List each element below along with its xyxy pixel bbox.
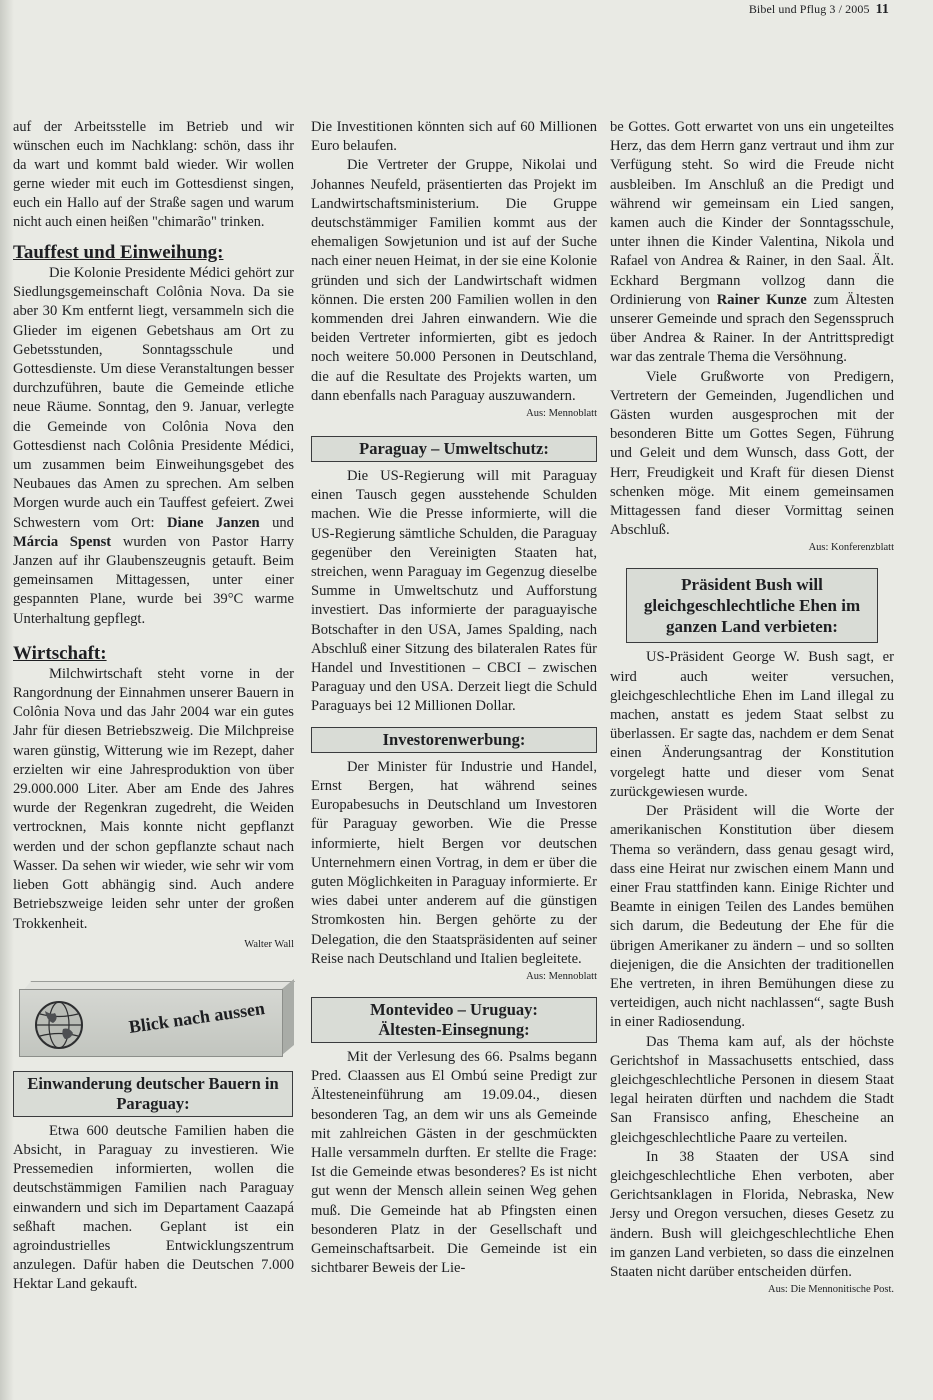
person-name: Diane Janzen (166, 514, 260, 531)
wirtschaft-paragraph: Milchwirtschaft steht vorne in der Rangordnung der Einnahmen unserer Bauern in Colônia Nova und das Jahr 2004 war ein gutes Jahr für diesen Betriebszweig. Die Milchpreise waren günstig, Witterung wie im Rezept, daher erzielten wir eine Jahresproduktion von über 29.000.000 Liter. Aber am Ende des Jahres wurde der Regenkran zugedreht, die Weiden vertrocknen, Mais konnte nicht gepflanzt werden und der schon gepflanzte schaut nach Wasser. Da sehen wir wieder, wie sehr wir vom lieben Gott abhängig sind. Auch andere Betriebszweige leiden sehr unter der großen Trokkenheit. (13, 665, 294, 932)
banner-side-face (282, 979, 294, 1055)
page-header (749, 2, 889, 18)
tauffest-paragraph (13, 264, 294, 629)
bush-heading-box: Präsident Bush will gleichgeschlechtliche Ehen im ganzen Land verbieten: (626, 568, 878, 643)
intro-paragraph: auf der Arbeitsstelle im Betrieb und wir wünschen euch im Nachklang: schön, dass ihr da wart und kommt bald wieder. Wir wollen gerne wieder mit euch im Gottesdienst singen, euch ein Hallo auf der Straße sagen und warum nicht auch einen heißen "chimarão" trinken. (13, 119, 294, 230)
montevideo-paragraph: Mit der Verlesung des 66. Psalms begann Pred. Claassen aus El Ombú seine Predigt zur Ältesteneinführung am 19.09.04., diesen besonderen Tag, an dem wir uns als Gemeinde mit zahlreichen Gästen in der geschmückten Halle versammeln durften. Er stellte die Frage: Ist die Gemeinde etwas besonderes? Es ist nicht gut wenn der Mensch allein seinen Weg gehen muß. Die Gemeinde hat ab Pfingsten einen besonderen Platz in der Gesellschaft und Gemeinschaftsarbeit. Die Gemeinde ist ein sichtbarer Beweis der Lie- (311, 1048, 597, 1277)
vertreter-paragraph: Die Vertreter der Gruppe, Nikolai und Johannes Neufeld, präsentierten das Projekt im Landwirtschaftsministerium. Die Gruppe deutschstämmiger Familien kommt aus der ehemaligen Sowjetunion und ist auf der Suche nach einer neuen Heimat, in der sie eine Kolonie gründen und sich der Landwirtschaft widmen können. Die ersten 200 Familien wollen in den kommenden drei Jahren einwandern. Wie die beiden Vertreter informierten, gibt es jedoch noch weitere 50.000 Personen in Deutschland, die auf die Resultate des Projekts warten, um dann ebenfalls nach Paraguay auszuwandern. (311, 157, 597, 404)
ordination-paragraph (610, 118, 894, 368)
person-name: Márcia Spenst (13, 533, 112, 550)
montevideo-heading-box (311, 997, 597, 1043)
source-credit: Aus: Konferenzblatt (808, 542, 894, 554)
column-middle (311, 118, 597, 1278)
globe-icon (33, 999, 85, 1051)
einwanderung-paragraph: Etwa 600 deutsche Familien haben die Absicht, in Paraguay zu investieren. Wie Pressemedien informierten, wollen die deutschstämmigen Familien nach Paraguay einwandern und sich im Departament Caazapá seßhaft machen. Geplant ist ein agroindustrielles Entwicklungszentrum anzulegen. Dafür haben die Deutschen 7.000 Hektar Land gekauft. (13, 1122, 294, 1293)
banner-title: Blick nach aussen (127, 997, 267, 1037)
invest-paragraph: Der Minister für Industrie und Handel, Ernst Bergen, hat während seines Europabesuchs in Deutschland um Investoren für Paraguay geworben. Wie die Presse informierte, hielt Bergen vor deutschen Unternehmern einen Vortrag, in dem er über die guten Möglichkeiten in Paraguay informierte. Er wies dabei unter anderem auf die günstigen Stromkosten hin. Bergen gehörte zu der Delegation, die den Staatspräsidenten auf seiner Reise nach Deutschland und Italien begleitete. (311, 758, 597, 967)
umwelt-paragraph: Die US-Regierung will mit Paraguay einen Tausch gegen ausstehende Schulden machen. Wie die Presse informierte, will die US-Regierung sämtliche Schulden, die Paraguay gegenüber den Vereinigten Staaten hat, streichen, wenn Paraguay im Gegenzug dieselbe Summe in Umweltschutz und Aufforstung investiert. Das informierte der paraguayische Botschafter in den USA, James Spalding, nach Abschluß einer Sitzung des bilateralen Rates für Handel und Investitionen – CBCI – zwischen Paraguay und den USA. Derzeit liegt die Schuld Paraguays bei 12 Millionen Dollar. (311, 468, 597, 715)
tauffest-text-a: Die Kolonie Presidente Médici gehört zur Siedlungsgemeinschaft Colônia Nova. Da sie aber 30 Km entfernt liegt, versammeln sich die Glieder im eigenen Gebetshaus am Ort zu Gebetsstunden, Sonntagsschule und Gottesdienste. Um diese Veranstaltungen besser durchzuführen, baute die Gemeinde etliche neue Räume. Sonntag, den 9. Januar, verlegte die Gemeinde von Colônia Nova den Gottesdienst nach Colônia Presidente Médici, um zusammen beim Einweihungsgebet des Neubaues das Amen zu sprechen. Am selben Morgen wurde auch ein Tauffest gefeiert. Zwei Schwestern vom Ort: (13, 265, 294, 531)
column-right (610, 118, 894, 1300)
invest-heading-box: Investorenwerbung: (311, 727, 597, 753)
bush-paragraph-4: In 38 Staaten der USA sind gleichgeschlechtliche Ehen verboten, aber Gerichtsanklagen in Florida, Nebraska, New Jersy und Oregon versuchen, dieses Gesetz zu ändern. Bush will gleichgeschlechtliche Ehen im ganzen Land verbieten, so dass die einzelnen Staaten nicht darüber entscheiden dürfen. (610, 1148, 894, 1280)
einwanderung-heading-box: Einwanderung deutscher Bauern in Paraguay: (13, 1071, 293, 1117)
source-credit: Aus: Mennoblatt (526, 408, 597, 420)
tauffest-heading: Tauffest und Einweihung: (13, 242, 224, 263)
investitionen-paragraph: Die Investitionen könnten sich auf 60 Millionen Euro belaufen. (311, 119, 597, 155)
tauffest-conjunction: und (259, 514, 294, 531)
page-edge-shadow (0, 0, 14, 1400)
montevideo-heading-line1: Montevideo – Uruguay: (370, 999, 538, 1019)
grussworte-paragraph: Viele Grußworte von Predigern, Vertretern der Gemeinden, Jugendlichen und Gästen wurden ausgesprochen mit der besonderen Bitte um Gottes Segen, Führung und Geleit und dem Wunsch, dass Gott, der Herr, Freudigkeit und Kraft für diesen Dienst schenken möge. Mit einem gemeinsamen Mittagessen fand dieser Vormittag seinen Abschluß. (610, 368, 894, 539)
ordination-text-b: zum Ältesten unserer Gemeinde und sprach den Segensspruch über Andrea & Rainer. In der Antrittspredigt war das zentrale Thema die Versöhnung. (610, 291, 894, 366)
source-credit: Aus: Mennoblatt (526, 970, 597, 982)
bush-paragraph-1: US-Präsident George W. Bush sagt, er wird auch weiter versuchen, gleichgeschlechtliche Ehen im Land illegal zu machen, anstatt es jedem Staat selbst zu überlassen. Er sagte das, nachdem er dem Senat einen Änderungsantrag der Konstitution vorgelegt hatte und dieser vom Senat zurückgewiesen wurde. (610, 649, 894, 800)
magazine-issue: Bibel und Pflug 3 / 2005 (748, 2, 870, 16)
bush-paragraph-2: Der Präsident will die Worte der amerikanischen Konstitution über diesem Thema so verändern, dass genau gesagt wird, dass eine Heirat nur zwischen einem Mann und einer Frau stattfinden kann. Einige Richter und Beamte in einigen Teilen des Landes bemühen sich darum, die Bedeutung der Ehe für die übrigen Amerikaner zu ändern – und so sollten diejenigen, die die Ansichten der traditionellen Ehe vertreten, in ihren Bemühungen diese zu verteidigen, auch nicht nachlassen“, sagte Bush in einer Radiosendung. (610, 803, 894, 1031)
bush-paragraph-3: Das Thema kam auf, als der höchste Gerichtshof in Massachusetts entschied, dass gleichgeschlechtliche Personen in diesem Staat legal heiraten dürften und nachdem die Stadt San Fransisco anfing, Ehescheine an gleichgeschlechtliche Paare zu verteilen. (610, 1033, 894, 1146)
montevideo-heading-line2: Ältesten-Einsegnung: (378, 1019, 530, 1039)
author-signature: Walter Wall (244, 938, 294, 950)
person-name: Rainer Kunze (716, 291, 807, 308)
tauffest-text-b: wurden von Pastor Harry Janzen auf ihr Glaubenszeugnis getauft. Beim gemeinsamen Mittagessen, unter einer gespannten Plane, wurde bei 39°C warme Unterhaltung gepflegt. (13, 533, 294, 627)
umwelt-heading-box: Paraguay – Umweltschutz: (311, 436, 597, 462)
source-credit: Aus: Die Mennonitische Post. (768, 1284, 894, 1296)
ordination-text-a: be Gottes. Gott erwartet von uns ein ungeteiltes Herz, das dem Herrn ganz vertraut und ihm zur Verfügung steht. So wird die Freude nicht ausbleiben. Im Anschluß an die Predigt und während wir gemeinsam ein Lied sangen, kamen auch die Kinder der Sonntagsschule, unter ihnen die Kinder Valentina, Nikola und Rafael von Andrea & Rainer, in den Saal. Ält. Eckhard Bergmann vollzog dann die Ordinierung von (610, 119, 894, 308)
wirtschaft-heading: Wirtschaft: (13, 642, 107, 664)
section-banner (19, 981, 295, 1057)
column-left (13, 118, 294, 1295)
page-number: 11 (875, 2, 889, 17)
